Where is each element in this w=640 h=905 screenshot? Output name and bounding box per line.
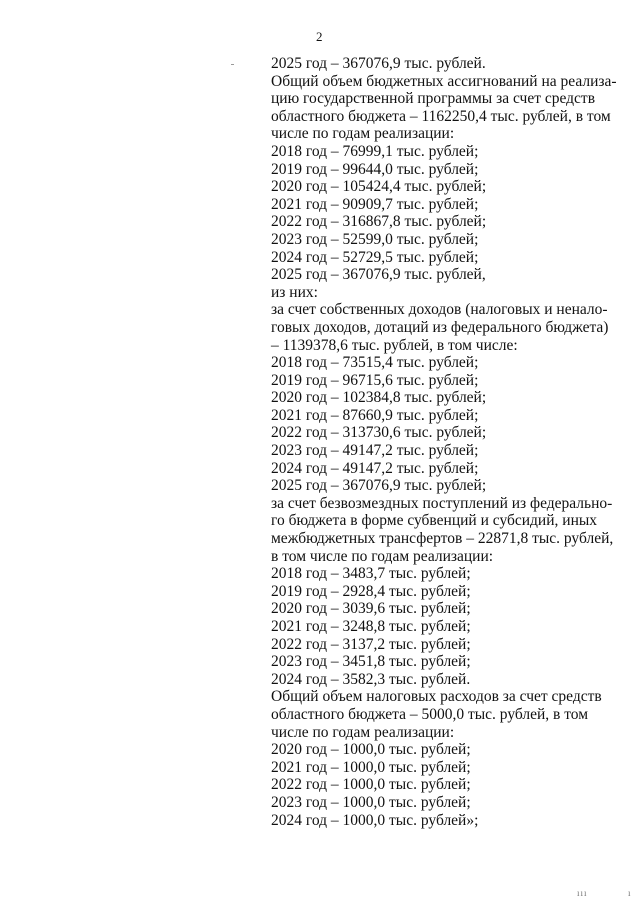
text-line: областного бюджета – 1162250,4 тыс. рублей, в том xyxy=(271,107,611,125)
text-line: 2021 год – 90909,7 тыс. рублей; xyxy=(271,195,479,213)
footer-dot: ı xyxy=(628,888,631,898)
text-line: говых доходов, дотаций из федерального бюджета) xyxy=(271,318,609,336)
text-line: числе по годам реализации: xyxy=(271,125,455,143)
text-line: 2024 год – 3582,3 тыс. рублей. xyxy=(271,670,471,688)
document-body xyxy=(271,55,623,829)
text-line: 2024 год – 49147,2 тыс. рублей; xyxy=(271,459,479,477)
text-line: межбюджетных трансфертов – 22871,8 тыс. рублей, xyxy=(271,530,614,548)
text-line: Общий объем бюджетных ассигнований на реализа- xyxy=(271,72,617,90)
text-line: Общий объем налоговых расходов за счет средств xyxy=(271,688,602,706)
text-line: 2023 год – 52599,0 тыс. рублей; xyxy=(271,230,479,248)
text-line: 2019 год – 2928,4 тыс. рублей; xyxy=(271,582,471,600)
text-line: 2020 год – 102384,8 тыс. рублей; xyxy=(271,389,487,407)
text-line: – 1139378,6 тыс. рублей, в том числе: xyxy=(271,336,518,354)
text-line: 2022 год – 3137,2 тыс. рублей; xyxy=(271,635,471,653)
text-line: за счет безвозмездных поступлений из федерально- xyxy=(271,494,613,512)
text-line: 2018 год – 3483,7 тыс. рублей; xyxy=(271,565,471,583)
text-line: 2018 год – 76999,1 тыс. рублей; xyxy=(271,142,479,160)
page-number: 2 xyxy=(316,29,323,44)
text-line: 2025 год – 367076,9 тыс. рублей; xyxy=(271,477,487,495)
text-line: 2019 год – 96715,6 тыс. рублей; xyxy=(271,371,479,389)
text-line: 2023 год – 3451,8 тыс. рублей; xyxy=(271,653,471,671)
text-line: 2023 год – 49147,2 тыс. рублей; xyxy=(271,442,479,460)
text-line: 2021 год – 87660,9 тыс. рублей; xyxy=(271,406,479,424)
text-line: 2021 год – 3248,8 тыс. рублей; xyxy=(271,618,471,635)
text-line: 2024 год – 1000,0 тыс. рублей»; xyxy=(271,811,479,829)
margin-mark xyxy=(231,64,234,65)
text-line: в том числе по годам реализации: xyxy=(271,547,494,565)
text-line: 2023 год – 1000,0 тыс. рублей; xyxy=(271,793,471,811)
text-line: 2022 год – 316867,8 тыс. рублей; xyxy=(271,213,487,231)
text-line: 2022 год – 313730,6 тыс. рублей; xyxy=(271,424,487,442)
text-line: 2020 год – 3039,6 тыс. рублей; xyxy=(271,600,471,618)
footer-marks: ııı xyxy=(577,888,588,898)
text-line: 2025 год – 367076,9 тыс. рублей, xyxy=(271,266,486,284)
text-line: из них: xyxy=(271,283,318,301)
text-line: 2020 год – 105424,4 тыс. рублей; xyxy=(271,178,487,196)
text-line: 2021 год – 1000,0 тыс. рублей; xyxy=(271,758,471,776)
text-line: цию государственной программы за счет средств xyxy=(271,90,596,108)
text-line: го бюджета в форме субвенций и субсидий, иных xyxy=(271,512,598,530)
text-line: 2022 год – 1000,0 тыс. рублей; xyxy=(271,776,471,794)
text-line: за счет собственных доходов (налоговых и ненало- xyxy=(271,301,608,319)
text-line: числе по годам реализации: xyxy=(271,723,455,741)
text-line: 2018 год – 73515,4 тыс. рублей; xyxy=(271,354,479,372)
text-line: 2019 год – 99644,0 тыс. рублей; xyxy=(271,160,479,178)
text-line: 2024 год – 52729,5 тыс. рублей; xyxy=(271,248,479,266)
text-line: 2020 год – 1000,0 тыс. рублей; xyxy=(271,741,471,759)
text-line: областного бюджета – 5000,0 тыс. рублей, в том xyxy=(271,705,589,723)
text-line: 2025 год – 367076,9 тыс. рублей. xyxy=(271,55,486,72)
